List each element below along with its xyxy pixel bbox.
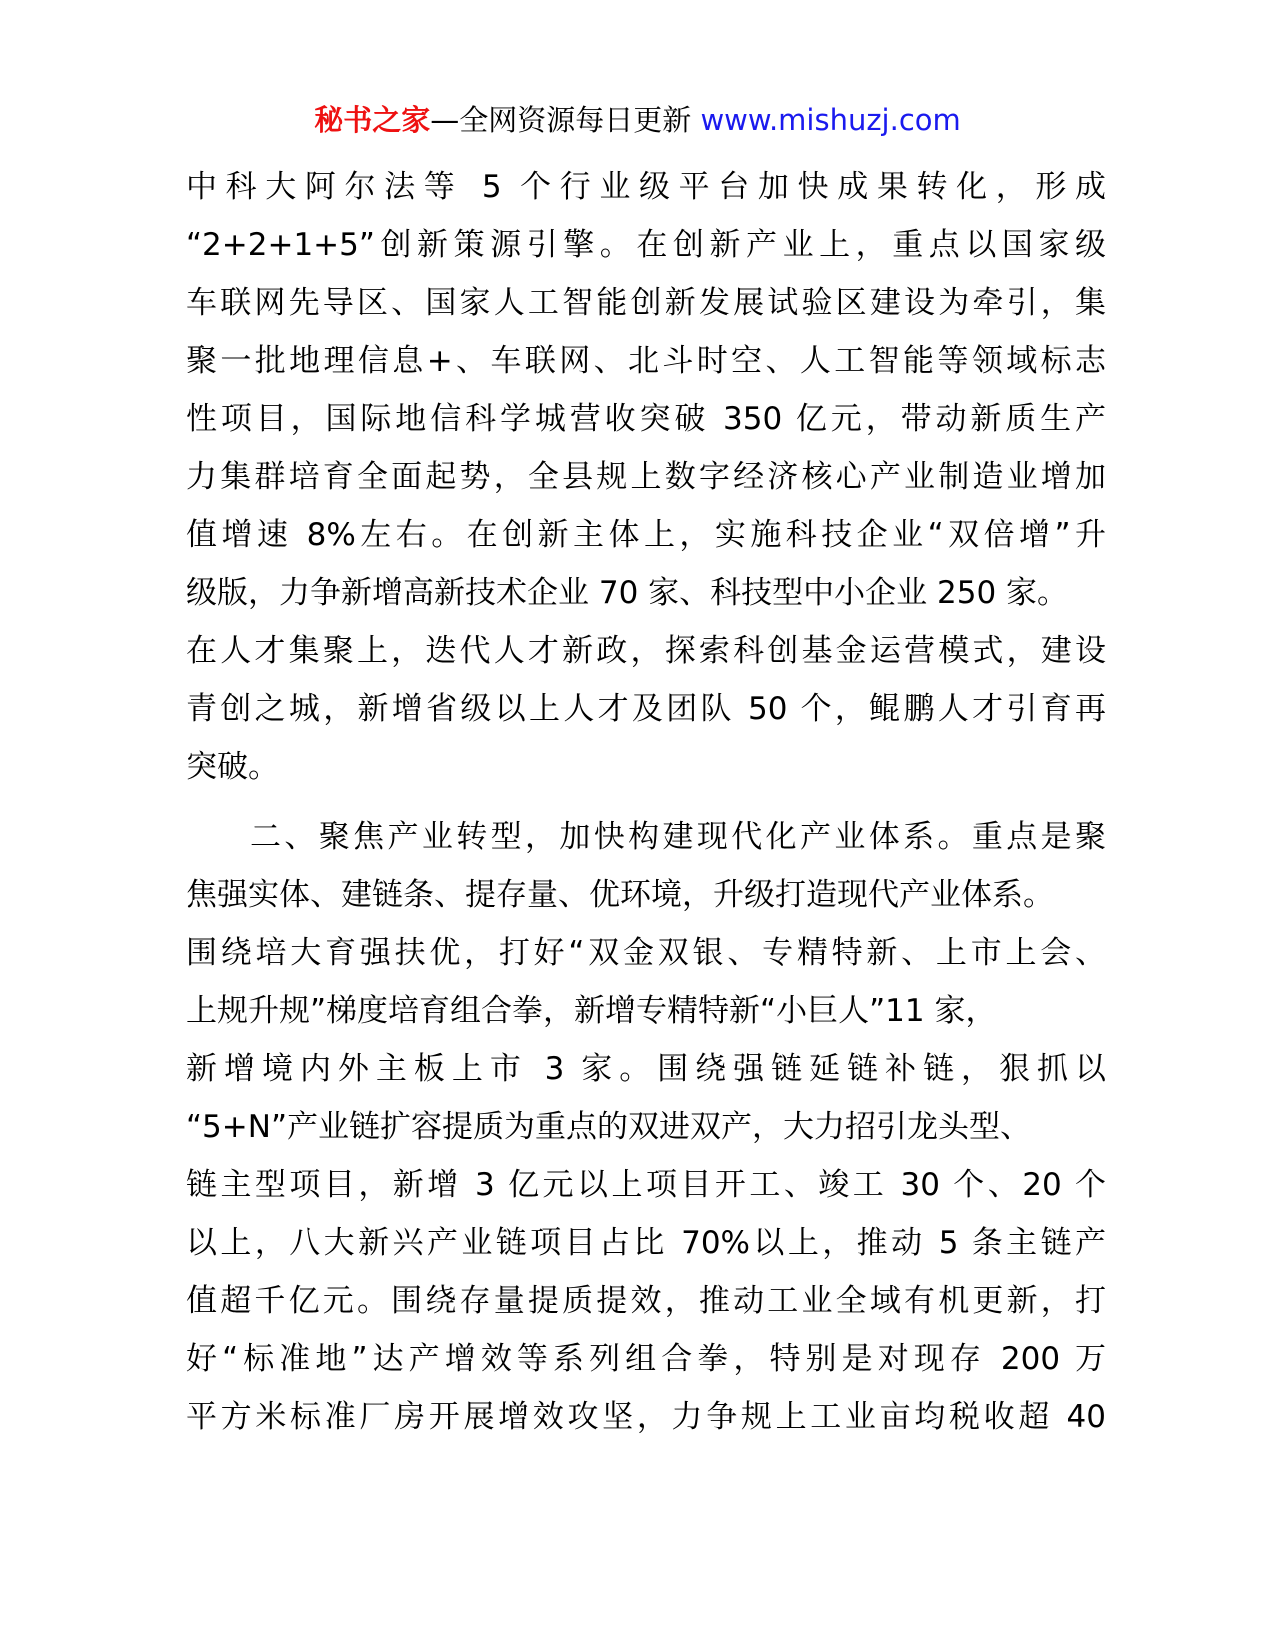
text-line: “2+2+1+5”创新策源引擎。在创新产业上，重点以国家级	[186, 227, 1106, 263]
text-line: 聚一批地理信息+、车联网、北斗时空、人工智能等领域标志	[186, 343, 1106, 379]
text-line: 焦强实体、建链条、提存量、优环境，升级打造现代产业体系。	[186, 877, 1054, 913]
text-line: 围绕培大育强扶优，打好“双金双银、专精特新、上市上会、	[186, 935, 1106, 971]
site-header	[0, 100, 1275, 140]
header-tagline: —全网资源每日更新	[430, 103, 701, 137]
text-line: 新增境内外主板上市 3 家。围绕强链延链补链，狠抓以	[186, 1051, 1106, 1087]
text-line: 性项目，国际地信科学城营收突破 350 亿元，带动新质生产	[186, 401, 1106, 437]
paragraph-gap	[186, 796, 1106, 808]
document-body	[186, 158, 1106, 1446]
text-line: 突破。	[186, 749, 279, 785]
site-url-link[interactable]: www.mishuzj.com	[700, 103, 961, 137]
text-line: 平方米标准厂房开展增效攻坚，力争规上工业亩均税收超 40	[186, 1399, 1106, 1435]
paragraph-2	[186, 808, 1106, 1446]
text-line: 青创之城，新增省级以上人才及团队 50 个，鲲鹏人才引育再	[186, 691, 1106, 727]
text-line: 值超千亿元。围绕存量提质提效，推动工业全域有机更新，打	[186, 1283, 1106, 1319]
text-line: 在人才集聚上，迭代人才新政，探索科创基金运营模式，建设	[186, 633, 1106, 669]
text-line: 链主型项目，新增 3 亿元以上项目开工、竣工 30 个、20 个	[186, 1167, 1106, 1203]
text-line: 中科大阿尔法等 5 个行业级平台加快成果转化，形成	[186, 169, 1106, 205]
text-line: “5+N”产业链扩容提质为重点的双进双产，大力招引龙头型、	[186, 1109, 1032, 1145]
paragraph-1	[186, 158, 1106, 796]
text-line: 上规升规”梯度培育组合拳，新增专精特新“小巨人”11 家，	[186, 993, 997, 1029]
text-line: 车联网先导区、国家人工智能创新发展试验区建设为牵引，集	[186, 285, 1106, 321]
text-line: 以上，八大新兴产业链项目占比 70%以上，推动 5 条主链产	[186, 1225, 1106, 1261]
text-line: 好“标准地”达产增效等系列组合拳，特别是对现存 200 万	[186, 1341, 1106, 1377]
text-line: 级版，力争新增高新技术企业 70 家、科技型中小企业 250 家。	[186, 575, 1069, 611]
text-line: 力集群培育全面起势，全县规上数字经济核心产业制造业增加	[186, 459, 1106, 495]
brand-name: 秘书之家	[314, 103, 431, 137]
text-line: 二、聚焦产业转型，加快构建现代化产业体系。重点是聚	[250, 819, 1106, 855]
text-line: 值增速 8%左右。在创新主体上，实施科技企业“双倍增”升	[186, 517, 1106, 553]
